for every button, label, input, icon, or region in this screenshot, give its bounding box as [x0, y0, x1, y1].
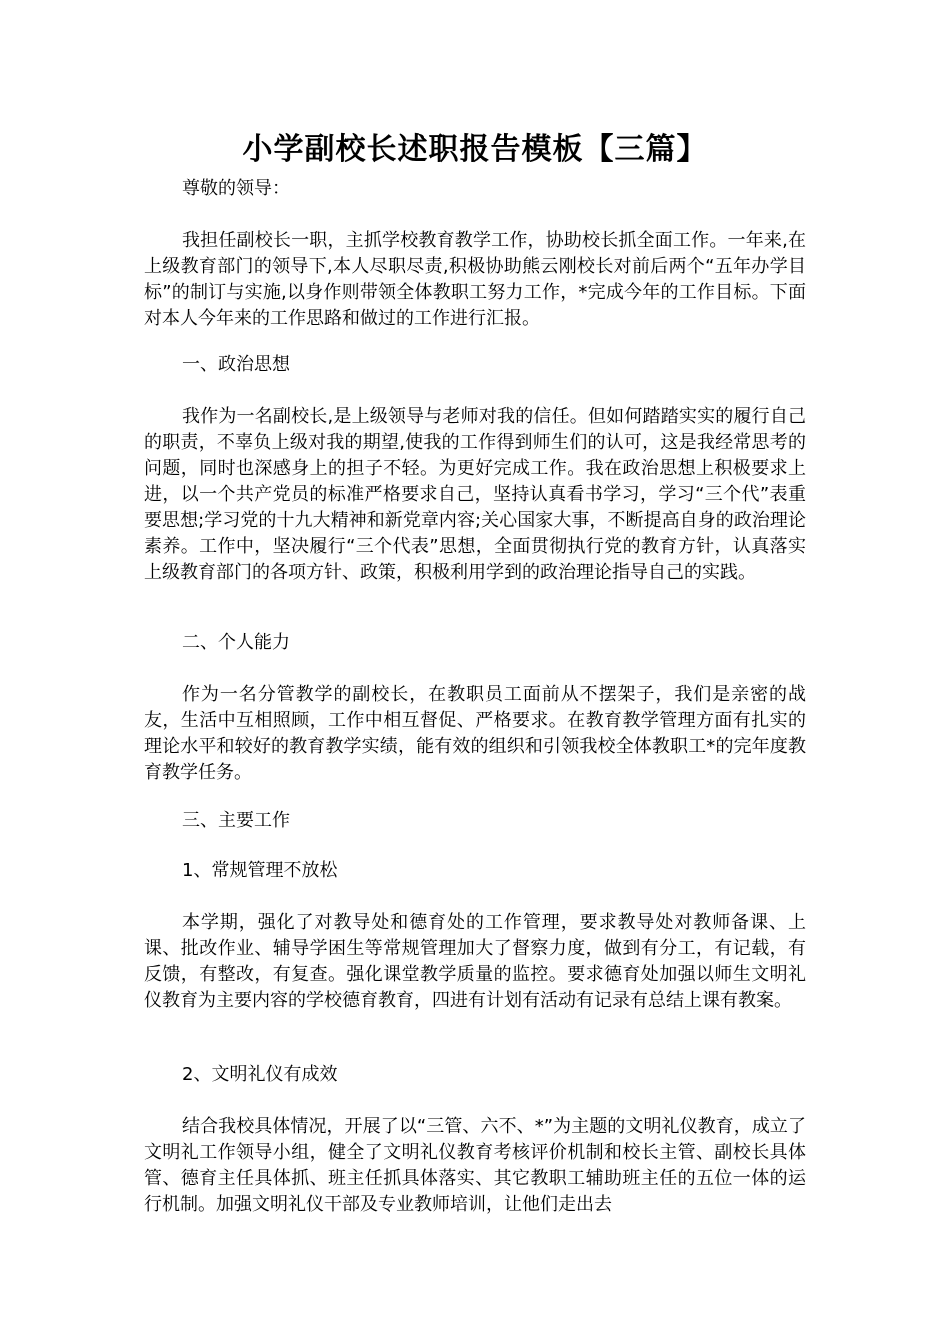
section-heading-ability: 二、个人能力 — [182, 632, 290, 653]
subsection-heading-etiquette: 2、文明礼仪有成效 — [182, 1064, 338, 1085]
document-title: 小学副校长述职报告模板【三篇】 — [242, 132, 708, 167]
section-heading-politics: 一、政治思想 — [182, 354, 290, 375]
subsection-body-routine: 本学期，强化了对教导处和德育处的工作管理，要求教导处对教师备课、上课、批改作业、辅导学困生等常规管理加大了督察力度，做到有分工，有记载，有反馈，有整改，有复查。强化课堂教学质量的监控。要求德育处加强以师生文明礼仪教育为主要内容的学校德育教育，四进有计划有活动有记录有总结上课有教案。 — [144, 912, 806, 1011]
intro-paragraph: 我担任副校长一职，主抓学校教育教学工作，协助校长抓全面工作。一年来,在上级教育部门的领导下,本人尽职尽责,积极协助熊云刚校长对前后两个“五年办学目标”的制订与实施,以身作则带领全体教职工努力工作，*完成今年的工作目标。下面对本人今年来的工作思路和做过的工作进行汇报。 — [144, 230, 806, 329]
section-body-politics: 我作为一名副校长,是上级领导与老师对我的信任。但如何踏踏实实的履行自己的职责，不辜负上级对我的期望,使我的工作得到师生们的认可，这是我经常思考的问题，同时也深感身上的担子不轻。为更好完成工作。我在政治思想上积极要求上进，以一个共产党员的标准严格要求自己，坚持认真看书学习，学习“三个代”表重要思想;学习党的十九大精神和新党章内容;关心国家大事，不断提高自身的政治理论素养。工作中，坚决履行“三个代表”思想，全面贯彻执行党的教育方针，认真落实上级教育部门的各项方针、政策，积极利用学到的政治理论指导自己的实践。 — [144, 406, 806, 583]
salutation: 尊敬的领导： — [182, 178, 290, 199]
subsection-heading-routine: 1、常规管理不放松 — [182, 860, 338, 881]
subsection-body-etiquette: 结合我校具体情况，开展了以“三管、六不、*”为主题的文明礼仪教育，成立了文明礼工作领导小组，健全了文明礼仪教育考核评价机制和校长主管、副校长具体管、德育主任具体抓、班主任抓具体落实、其它教职工辅助班主任的五位一体的运行机制。加强文明礼仪干部及专业教师培训，让他们走出去 — [144, 1116, 806, 1215]
section-body-ability: 作为一名分管教学的副校长，在教职员工面前从不摆架子，我们是亲密的战友，生活中互相照顾，工作中相互督促、严格要求。在教育教学管理方面有扎实的理论水平和较好的教育教学实绩，能有效的组织和引领我校全体教职工*的完年度教育教学任务。 — [144, 684, 806, 783]
section-heading-main-work: 三、主要工作 — [182, 810, 290, 831]
